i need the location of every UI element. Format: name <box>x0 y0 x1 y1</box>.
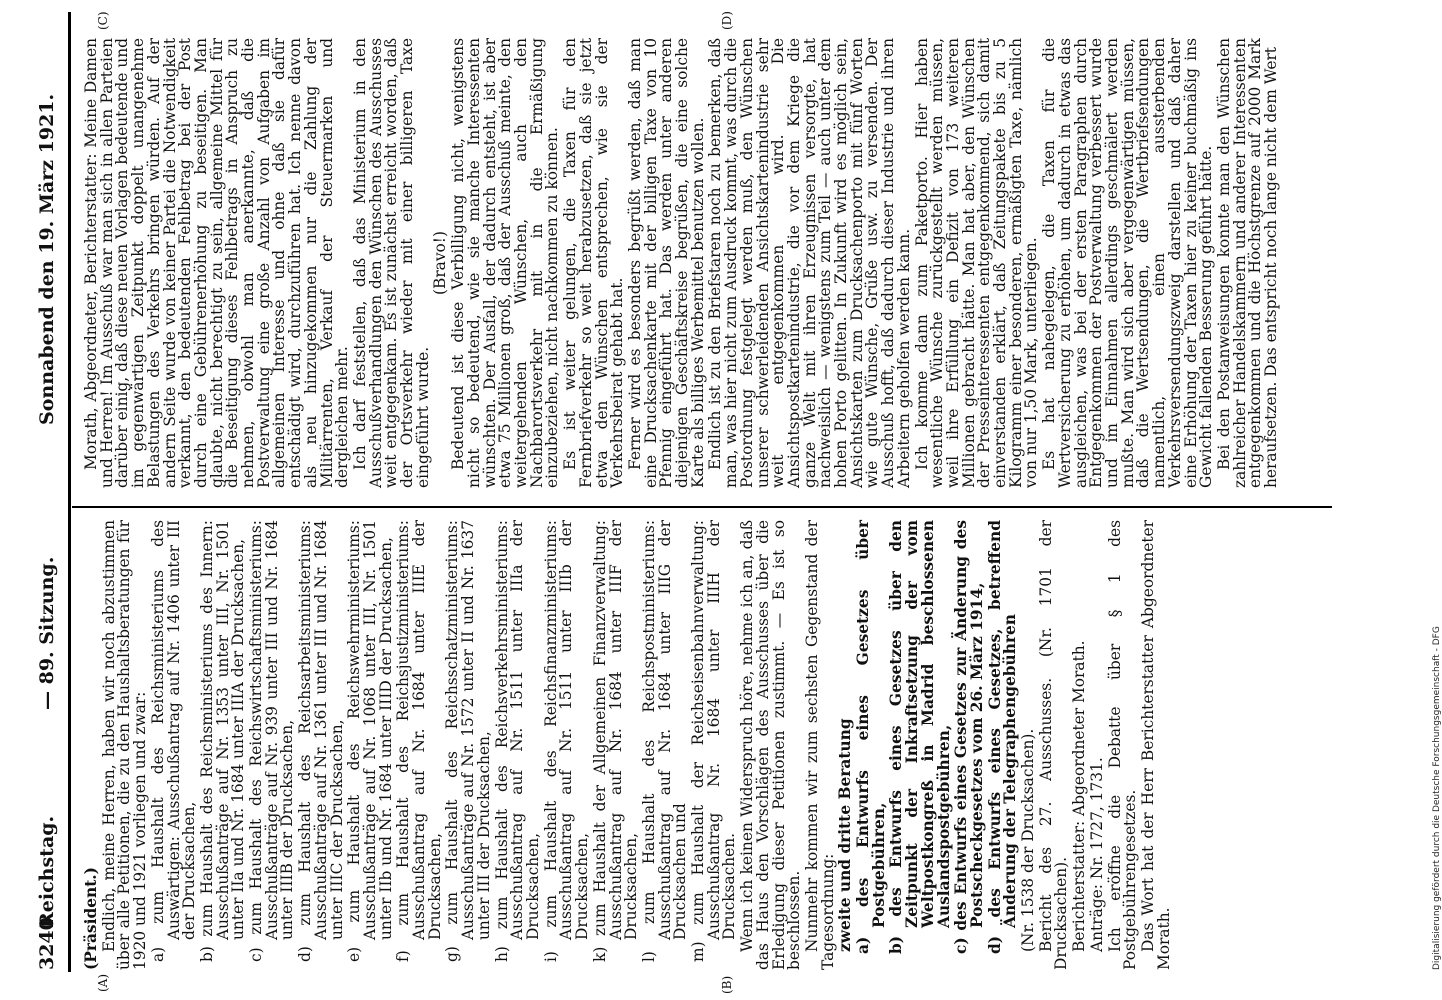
right-paragraph: (Bravo!) <box>431 231 450 295</box>
left-paragraph: d) des Entwurfs eines Gesetzes, betreffend Änderung der Telegraphengebühren <box>985 520 1020 954</box>
header-rule <box>68 12 71 972</box>
left-paragraph: c) des Entwurfs eines Gesetzes zur Änderung des Postscheckgesetzes vom 26. März 1914, <box>952 520 986 954</box>
left-paragraph: g) zum Haushalt des Reichsschatzministeriums: Ausschußanträge auf Nr. 1572 unter II und Nr. 1637 unter III der Drucksachen, <box>443 520 493 962</box>
left-paragraph: i) zum Haushalt des Reichsfinanzministeriums: Ausschußantrag auf Nr. 1511 unter IIIb der Drucksachen, <box>541 520 592 962</box>
left-paragraph: (Nr. 1538 der Drucksachen). <box>1019 728 1038 952</box>
margin-marker-d: (D) <box>720 11 734 30</box>
running-head-date: Sonnabend den 19. März 1921. <box>36 93 58 425</box>
right-paragraph: Es ist weiter gelungen, die Taxen für den Fernbriefverkehr so weit herabzusetzen, daß sie jetzt etwa den Wünschen entsprechen, wie sie der Verkehrsbeirat gehabt hat. <box>561 38 627 488</box>
left-paragraph: zweite und dritte Beratung <box>836 718 855 952</box>
margin-marker-b: (B) <box>720 975 734 994</box>
right-paragraph: Bei den Postanweisungen konnte man den Wünschen zahlreicher Handelskammern und anderer Interessenten entgegenkommen und die Höchstgrenze auf 2000 Mark heraufsetzen. Das entspricht noch lange nicht dem Wert <box>1214 38 1281 488</box>
left-paragraph: a) des Entwurfs eines Gesetzes über Postgebühren, <box>854 520 888 954</box>
right-paragraph: Morath, Abgeordneter, Berichterstatter: Meine Damen und Herren! Im Ausschuß war man sich in allen Parteien darüber einig, daß diese neuen Vorlagen bedeutende und im gegenwärtigen Zeitpunkt doppelt unangenehme Belastungen des Verkehrs bringen würden. Auf der andern Seite wurde von keiner Partei die Notwendigkeit verkannt, den bedeutenden Fehlbetrag bei der Post durch eine Gebührenerhöhung zu beseitigen. Man glaubte, nicht berechtigt zu sein, allgemeine Mittel für die Beseitigung dieses Fehlbetrags in Anspruch zu nehmen, obwohl man anerkannte, daß die Postverwaltung eine große Anzahl von Aufgaben im allgemeinen Interesse und ohne daß sie dafür entschädigt wird, durchzuführen hat. Ich nenne davon als neu hinzugekommen nur die Zahlung der Militärrenten, Verkauf der Steuermarken und dergleichen mehr. <box>82 38 352 488</box>
left-paragraph: h) zum Haushalt des Reichsverkehrsministeriums: Ausschußantrag auf Nr. 1511 unter IIIa der Drucksachen, <box>492 520 542 962</box>
margin-marker-a: (A) <box>96 973 110 992</box>
left-paragraph: k) zum Haushalt der Allgemeinen Finanzverwaltung: Ausschußantrag auf Nr. 1684 unter IIIF der Drucksachen, <box>590 520 641 962</box>
left-paragraph: Das Wort hat der Herr Berichterstatter Abgeordneter Morath. <box>1139 520 1173 970</box>
page-header <box>20 0 72 1000</box>
left-paragraph: f) zum Haushalt des Reichsjustizministeriums: Ausschußantrag auf Nr. 1684 unter IIIE der Drucksachen, <box>394 520 444 962</box>
right-paragraph: Endlich ist zu den Briefstaren noch zu bemerken, daß man, was hier nicht zum Ausdruck kommt, was durch die Postordnung festgelegt werden muß, den Wünschen unserer schwerleidenden Ansichtskartenindustrie sehr weit entgegenkommen wird. Die Ansichtspostkartenindustrie, die vor dem Kriege die ganze Welt mit ihren Erzeugnissen versorgte, hat nachweislich — wenigstens zum Teil — auch unter dem hohen Porto gelitten. In Zukunft wird es möglich sein, Ansichtskarten zum Drucksachenporto mit fünf Worten wie gute Wünsche, Grüße usw. zu versenden. Der Ausschuß hofft, daß dadurch dieser Industrie und ihren Arbeitern geholfen werden kann. <box>706 38 913 488</box>
digitization-credit <box>1418 10 1442 990</box>
left-paragraph: Berichterstatter: Abgeordneter Morath. <box>1070 640 1089 952</box>
left-paragraph: a) zum Haushalt des Reichsministeriums des Auswärtigen: Ausschußantrag auf Nr. 1406 unter III der Drucksachen, <box>148 520 199 962</box>
running-head-left: Reichstag. <box>36 815 58 928</box>
left-paragraph: Ich eröffne die Debatte über § 1 des Postgebührengesetzes. <box>1105 520 1140 970</box>
left-paragraph: d) zum Haushalt des Reichsarbeitsministeriums: Ausschußanträge auf Nr. 1361 unter III und Nr. 1684 unter IIIC der Drucksachen, <box>296 520 346 962</box>
right-paragraph: Bedeutend ist diese Verbilligung nicht, wenigstens nicht so bedeutend, wie sie manche Interessenten wünschten. Der Ausfall, der dadurch entsteht, ist aber etwa 75 Millionen groß, daß der Ausschuß meinte, den weitergehenden Wünschen, auch den Nachbarortsverkehr mit in die Ermäßigung einzubeziehen, nicht nachkommen zu können. <box>449 38 562 488</box>
credit-text: Digitalisierung gefördert durch die Deutsche Forschungsgemeinschaft - DFG <box>1432 626 1442 970</box>
left-paragraph: Bericht des 27. Ausschusses. (Nr. 1701 der Drucksachen). <box>1036 520 1071 970</box>
left-paragraph: l) zum Haushalt des Reichspostministeriums: Ausschußantrag auf Nr. 1684 unter IIIG der Drucksachen und <box>639 520 690 962</box>
right-paragraph: Es hat nahegelegen, die Taxen für die Wertversicherung zu erhöhen, um dadurch in etwas das ausgleichen, was bei der ersten Paragraphen durch Entgegenkommen der Postverwaltung verbessert wurde und im Einnahmen allerdings geschmälert werden mußte. Man wird sich aber vergegenwärtigen müssen, daß die Wertsendungen, die Wertbriefsendungen namentlich, einen aussterbenden Verkehrsversendungszweig darstellen und daß daher eine Erhöhung der Taxen hier zu keiner buchmäßig ins Gewicht fallenden Besserung geführt hätte. <box>1040 38 1216 488</box>
right-paragraph: Ferner wird es besonders begrüßt werden, daß man eine Drucksachenkarte mit der billigen Taxe von 10 Pfennig eingeführt hat. Das werden unter anderen diejenigen Geschäftskreise begrüßen, die eine solche Karte als billiges Werbemittel benutzen wollen. <box>625 38 707 488</box>
left-paragraph: Nunmehr kommen wir zum sechsten Gegenstand der Tagesordnung: <box>802 520 837 970</box>
left-paragraph: Wenn ich keinen Widerspruch höre, nehme ich an, daß das Haus den Vorschlägen des Ausschusses über die Erledigung dieser Petitionen zustimmt. — Es ist so beschlossen. <box>738 520 804 970</box>
left-text-column <box>84 520 1324 970</box>
right-paragraph: Ich komme dann zum Paketporto. Hier haben wesentliche Wünsche zurückgestellt werden müssen, weil ihre Erfüllung ein Defizit von 173 weiteren Millionen gebracht hätte. Man hat aber, den Wünschen der Presseinteressenten entgegenkommend, sich damit einverstanden erklärt, daß Zeitungspakete bis zu 5 Kilogramm einer besonderen, ermäßigten Taxe, nämlich von nur 1,50 Mark, unterliegen. <box>912 38 1041 488</box>
left-paragraph: (Präsident.) <box>82 867 100 970</box>
left-paragraph: b) des Entwurfs eines Gesetzes über den Zeitpunkt der Inkraftsetzung der vom Weltpostkongreß in Madrid beschlossenen Auslandspostgebühren, <box>887 520 953 954</box>
right-paragraph: Ich darf feststellen, daß das Ministerium in den Ausschußverhandlungen den Wünschen des Ausschusses weit entgegenkam. Es ist zunächst erreicht worden, daß der Ortsverkehr wieder mit einer billigeren Taxe eingeführt wurde. <box>350 38 432 488</box>
left-paragraph: Anträge: Nr. 1727, 1731. <box>1087 757 1106 952</box>
left-paragraph: b) zum Haushalt des Reichsministeriums des Innern: Ausschußanträge auf Nr. 1353 unter III, Nr. 1501 unter IIa und Nr. 1684 unter IIIA der Drucksachen, <box>197 520 248 962</box>
margin-marker-c: (C) <box>96 11 110 30</box>
left-paragraph: e) zum Haushalt des Reichswehrministeriums: Ausschußanträge auf Nr. 1068 unter III, Nr. 1501 unter IIb und Nr. 1684 unter IIID der Drucksachen, <box>345 520 395 962</box>
left-paragraph: Endlich, meine Herren, haben wir noch abzustimmen über alle Petitionen, die zu den Haushaltsberatungen für 1920 und 1921 vorliegen und zwar: <box>99 520 150 970</box>
left-paragraph: c) zum Haushalt des Reichswirtschaftsministeriums: Ausschußanträge auf Nr. 939 unter III und Nr. 1684 unter IIIB der Drucksachen, <box>247 520 297 962</box>
right-text-column <box>84 38 1324 488</box>
page-number: 3240 <box>36 917 58 970</box>
running-head-session: — 89. Sitzung. <box>36 556 58 710</box>
left-paragraph: m) zum Haushalt der Reichseisenbahnverwaltung: Ausschußantrag Nr. 1684 unter IIIH der Drucksachen. <box>689 520 739 962</box>
column-divider <box>72 506 1332 508</box>
